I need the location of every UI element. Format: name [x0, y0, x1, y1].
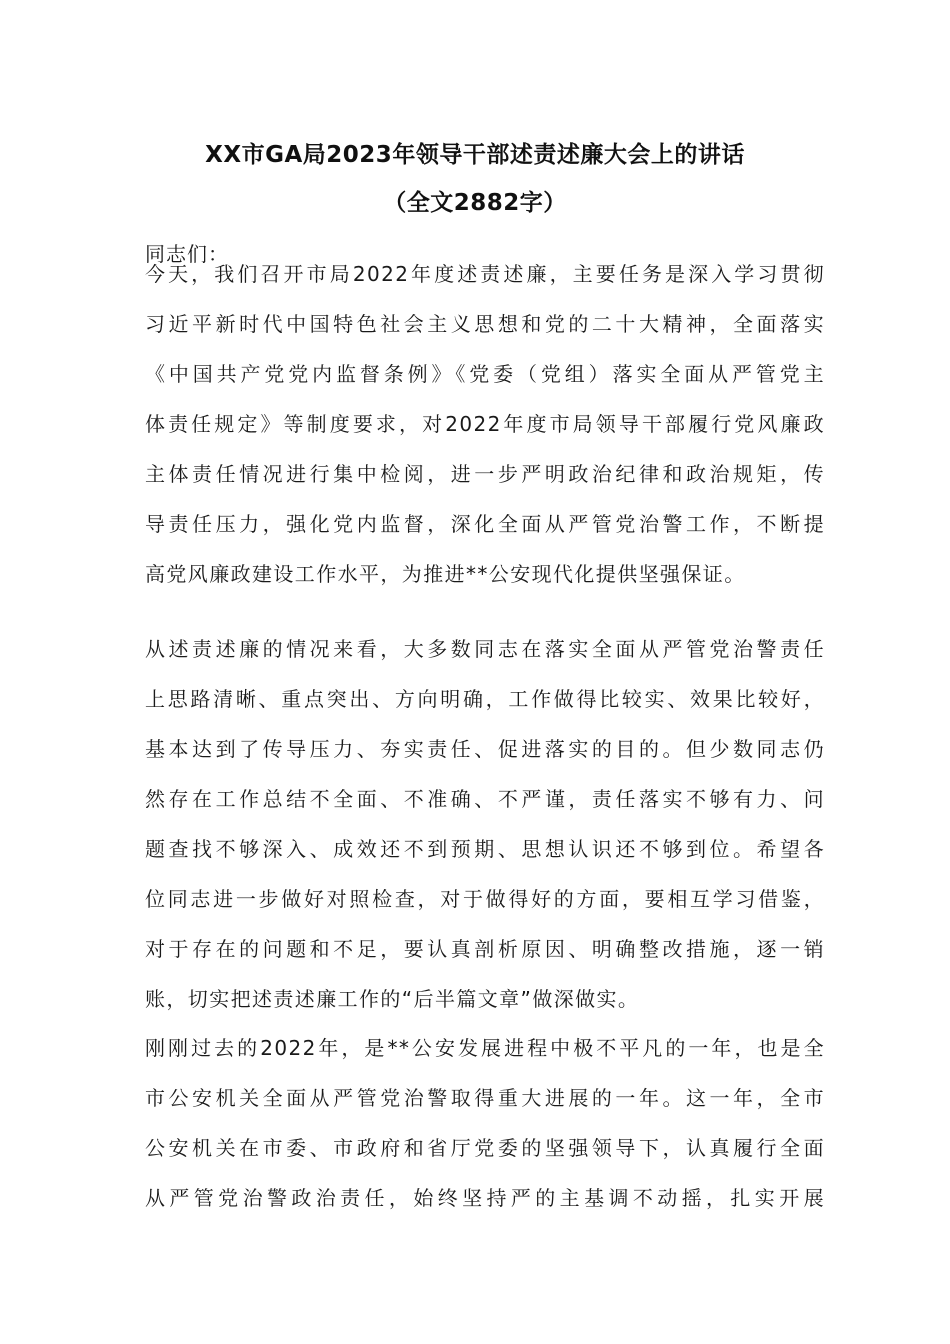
paragraph-line: 习近平新时代中国特色社会主义思想和党的二十大精神，全面落实 [145, 312, 825, 336]
paragraph-3 [145, 1023, 825, 1223]
paragraph-line: 主体责任情况进行集中检阅，进一步严明政治纪律和政治规矩，传 [145, 462, 825, 486]
paragraph-line: 账，切实把述责述廉工作的“后半篇文章”做深做实。 [145, 987, 640, 1011]
paragraph-line: 体责任规定》等制度要求，对2022年度市局领导干部履行党风廉政 [145, 412, 825, 436]
document-title: XX市GA局2023年领导干部述责述廉大会上的讲话 [205, 142, 745, 168]
paragraph-line: 市公安机关全面从严管党治警取得重大进展的一年。这一年，全市 [145, 1086, 825, 1110]
salutation: 同志们： [145, 242, 229, 266]
paragraph-line: 从述责述廉的情况来看，大多数同志在落实全面从严管党治警责任 [145, 637, 825, 661]
paragraph-line: 导责任压力，强化党内监督，深化全面从严管党治警工作，不断提 [145, 512, 825, 536]
paragraph-line: 高党风廉政建设工作水平，为推进**公安现代化提供坚强保证。 [145, 562, 746, 586]
paragraph-line: 题查找不够深入、成效还不到预期、思想认识还不够到位。希望各 [145, 837, 825, 861]
paragraph-line: 上思路清晰、重点突出、方向明确，工作做得比较实、效果比较好， [145, 687, 825, 711]
paragraph-line: 公安机关在市委、市政府和省厅党委的坚强领导下，认真履行全面 [145, 1136, 825, 1160]
paragraph-line: 基本达到了传导压力、夯实责任、促进落实的目的。但少数同志仍 [145, 737, 825, 761]
paragraph-line: 今天，我们召开市局2022年度述责述廉，主要任务是深入学习贯彻 [145, 262, 825, 286]
paragraph-line: 位同志进一步做好对照检查，对于做得好的方面，要相互学习借鉴， [145, 887, 825, 911]
paragraph-line: 然存在工作总结不全面、不准确、不严谨，责任落实不够有力、问 [145, 787, 825, 811]
paragraph-line: 《中国共产党党内监督条例》《党委（党组）落实全面从严管党主 [145, 362, 825, 386]
paragraph-2 [145, 624, 825, 1024]
paragraph-line: 对于存在的问题和不足，要认真剖析原因、明确整改措施，逐一销 [145, 937, 825, 961]
paragraph-line: 刚刚过去的2022年，是**公安发展进程中极不平凡的一年，也是全 [145, 1036, 825, 1060]
document-subtitle: （全文2882字） [383, 190, 567, 216]
paragraph-line: 从严管党治警政治责任，始终坚持严的主基调不动摇，扎实开展 [145, 1186, 825, 1210]
paragraph-1 [145, 249, 825, 599]
